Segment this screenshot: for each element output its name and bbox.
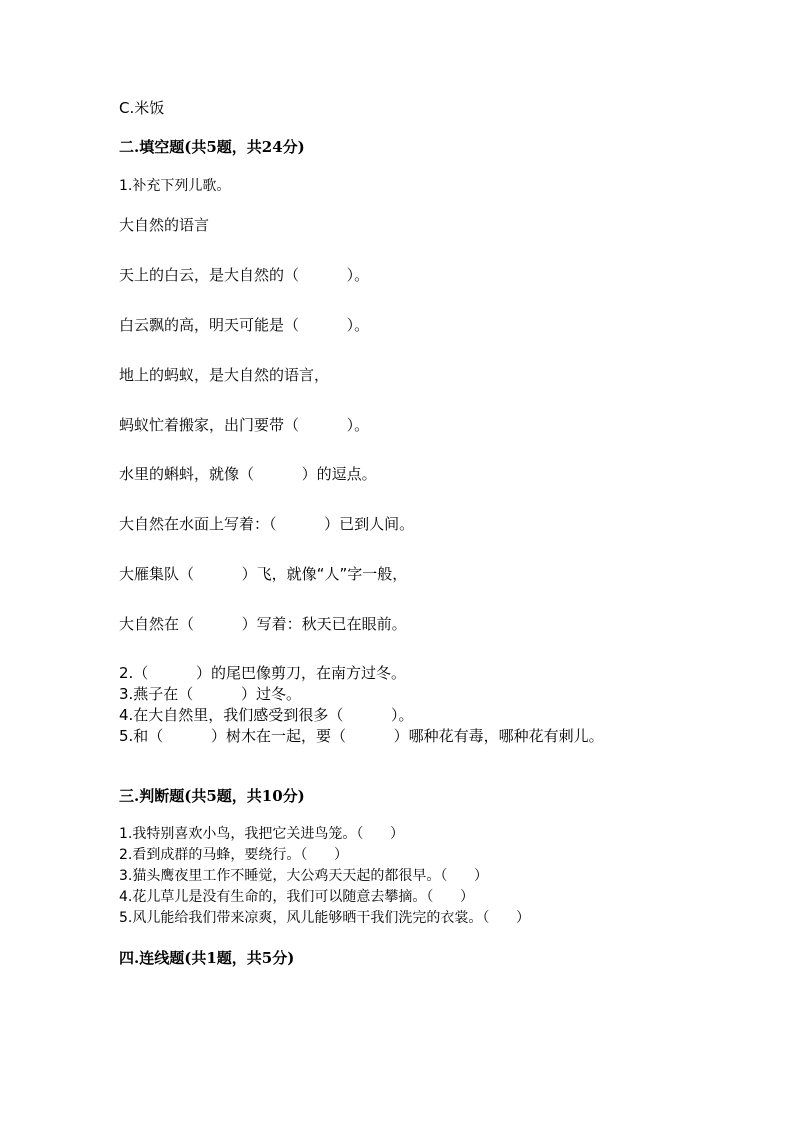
question-5: 5.和（ ）树木在一起，要（ ）哪种花有毒，哪种花有刺儿。 — [119, 727, 604, 745]
previous-option-c: C.米饭 — [119, 99, 165, 117]
poem-title: 大自然的语言 — [119, 216, 210, 234]
section-heading-matching: 四.连线题(共1题，共5分) — [119, 949, 295, 967]
section-heading-fill-in: 二.填空题(共5题，共24分) — [119, 138, 305, 156]
question-3: 3.燕子在（ ）过冬。 — [119, 685, 301, 703]
judgment-item: 3.猫头鹰夜里工作不睡觉，大公鸡天天起的都很早。（ ） — [119, 868, 489, 884]
section-heading-true-false: 三.判断题(共5题，共10分) — [119, 787, 305, 805]
poem-line: 大自然在水面上写着：（ ）已到人间。 — [119, 515, 415, 533]
poem-line: 地上的蚂蚁，是大自然的语言， — [119, 366, 330, 384]
judgment-item: 1.我特别喜欢小鸟，我把它关进鸟笼。（ ） — [119, 826, 405, 842]
question-2: 2.（ ）的尾巴像剪刀，在南方过冬。 — [119, 664, 406, 682]
judgment-item: 2.看到成群的马蜂，要绕行。（ ） — [119, 847, 349, 863]
poem-line: 大雁集队（ ）飞，就像“人”字一般， — [119, 565, 408, 583]
poem-line: 天上的白云，是大自然的（ ）。 — [119, 266, 370, 284]
poem-line: 大自然在（ ）写着：秋天已在眼前。 — [119, 615, 407, 633]
judgment-item: 4.花儿草儿是没有生命的，我们可以随意去攀摘。（ ） — [119, 889, 475, 905]
question-1-prompt: 1.补充下列儿歌。 — [119, 178, 231, 194]
poem-line: 水里的蝌蚪，就像（ ）的逗点。 — [119, 465, 377, 483]
judgment-item: 5.风儿能给我们带来凉爽，风儿能够晒干我们洗完的衣裳。（ ） — [119, 910, 531, 926]
question-4: 4.在大自然里，我们感受到很多（ ）。 — [119, 706, 414, 724]
poem-line: 蚂蚁忙着搬家，出门要带（ ）。 — [119, 416, 370, 434]
poem-line: 白云飘的高，明天可能是（ ）。 — [119, 316, 370, 334]
